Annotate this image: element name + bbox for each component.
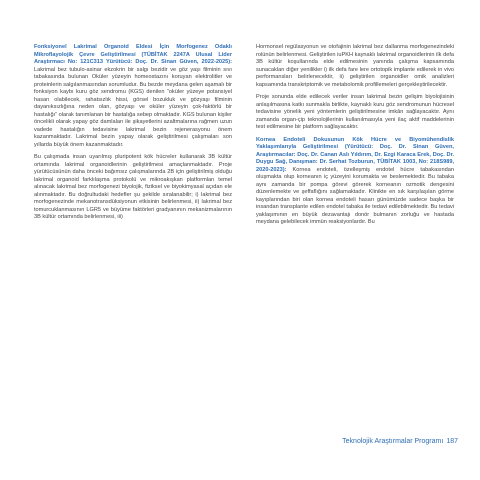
paragraph-project-outcomes: Proje sonunda elde edilecek veriler insan lakrimal bezin gelişim biyolojisinin anlaşılmasına katkı sunmakla birlikte, kaynaklı kuru göz sendromunun hücresel tedavisine yönelik yeni yöntemlerin geliştirilmesine imkân sağlayacaktır. Aynı zamanda organ-çip teknolojilerinin kullanılmasıyla yeni ilaç aktif maddelerinin test edilmesine bir platform sağlayacaktır. (256, 94, 454, 131)
project-heading-cornea: Kornea Endoteli Dokusunun Kök Hücre ve Biyomühendislik Yaklaşımlarıyla Geliştirilmesi (Yürütücü: Doç. Dr. Sinan Güven, Araştırmacılar: Doç. Dr. Canan Aslı Yıldırım, Dr. Ezgi Karaca Erek, Doç. Dr. Duygu Sağ, Danışman: Dr. Serhat Tozburun, TÜBİTAK 1003, No: 218S989, 2020-2023): (256, 136, 454, 173)
paragraph-text: Kornea endoteli, özelleşmiş endotel hücre tabakasından oluşmakta olup korneanın iç yüzeyini korumakta ve beslemektedir. Bu tabaka aynı zamanda bir pompa görevi görerek korneanın ozmotik dengesini düzenlemekte ve şeffaflığını sağlamaktadır. Klinikte en sık karşılaşılan görme kayıplarından biri olan kornea endoteli hasarı günümüzde sadece başka bir insandan transplante edilen endotel tabaka ile tedavi edilebilmektedir. Bu tedavi yaklaşımının en büyük dezavantajı donör bulmanın zorluğu ve hastada meydana gelebilecek immün reaksiyonlardır. Bu (256, 166, 454, 226)
page-number: 187 (446, 438, 458, 445)
project-heading-lacrimal: Fonksiyonel Lakrimal Organoid Eldesi İçin Morfogenez Odaklı Mikroflayolojik Çevre Geliştirilmesi (TÜBİTAK 2247A Ulusal Lider Araştırmacı No: 121C313 Yürütücü: Doç. Dr. Sinan Güven, 2022-2025): (34, 44, 232, 65)
footer-label: Teknolojik Araştırmalar Programı (342, 438, 444, 445)
paragraph-organoid-aims: Bu çalışmada insan uyarılmış pluripotent kök hücreler kullanarak 3B kültür ortamında lakrimal organoidlerinin geliştirilmesi amaçlanmaktadır. Proje yürütücüsünün daha önceki bağımsız çalışmalarında 2B için geliştirilmiş olduğu lakrimal organoid farklılaşma protokolü ve mikroakışkan platformları temel alınacak lakrimal bez morfogenezi biyolojik, fiziksel ve biyokimyasal açıdan ele alınmaktadır. Bu doğrultudaki hedefler şu şekilde sıralanabilir; i) lakrimal bez morfogenezinde mekanotransdüksiyonun etkisinin belirlenmesi, ii) lakrimal bez tomurcuklanmasının LGR5 ve büyüme faktörleri gradyanının mekanizmalarının 3B kültür ortamında belirlenmesi, iii) (34, 154, 232, 221)
page-footer (342, 438, 458, 445)
paragraph-lacrimal-project (34, 44, 232, 149)
left-column (34, 44, 232, 227)
right-column (256, 44, 454, 232)
paragraph-cornea-project (256, 137, 454, 227)
paragraph-text: Lakrimal bez tubulo-asinar ekzokrin bir salgı bezidir ve göz yaşı filminin sıvı tabakasında bulunan Oküler yüzeyin homeostazını koruyan elektrolitler ve proteinlerin salgılanmasından sorumludur. Bu bezde meydana gelen aşamalı bir fonksiyon kaybı kuru göz sendromu (KGS) denilen “oküler yüzeye potansiyel hasarı olabilecek, rahatsızlık hissi, görsel bozukluk ve gözyaşı filminin dayanıksızlığına neden olan, gözyaşı ve oküler yüzeyin çok-faktörlü bir hastalığı” olarak tanımlanan bir hastalığa sebep olmaktadır. KGS bulunan kişiler öncelikli olarak yapay göz damlaları ile şikayetlerini azaltmalarına rağmen uzun vadede hastalığın tedavisine lakrimal bezin rejenerasyonu önem kazanmaktadır. Lakrimal bezin yapay olarak geliştirilmesi çalışmaları son yıllarda büyük önem kazanmaktadır. (34, 66, 232, 148)
paragraph-hormonal-regulation: Hormonsel regülasyonun ve otofajinin lakrimal bez dallanma morfogenezindeki rolünün belirlenmesi. Geliştirilen iuPKH kaynaklı lakrimal organoidlerinin ilk defa 3B kültür koşullarında elde edilmesinin yanında çalışma kapsamında sunacakları diğer yenilikler i) ilk defa fare lere ortotopik implante edilerek in vivo performansları belirlenecektir, ii) geliştirilen organoidler omik analizleri kapsamında transkriptomik ve metabolomik profillemeleri gerçekleştirilecektir. (256, 44, 454, 88)
